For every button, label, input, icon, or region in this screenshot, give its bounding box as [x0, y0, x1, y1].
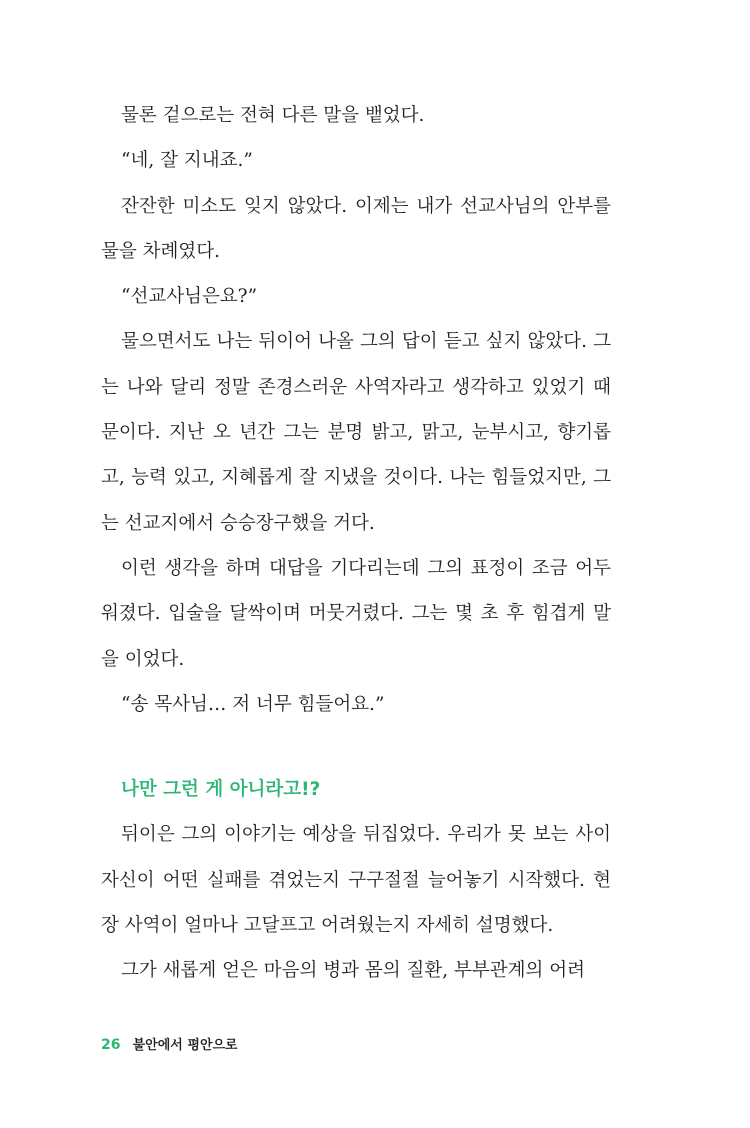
- page-number: 26: [101, 1037, 121, 1053]
- running-title: 불안에서 평안으로: [132, 1038, 238, 1053]
- section: [101, 767, 611, 993]
- section-heading: 나만 그런 게 아니라고!?: [121, 779, 321, 800]
- paragraph: “송 목사님… 저 너무 힘들어요.”: [121, 693, 385, 715]
- paragraph: 물론 겉으로는 전혀 다른 말을 뱉었다.: [121, 105, 425, 126]
- paragraph: 잔잔한 미소도 잊지 않았다. 이제는 내가 선교사님의 안부를 물을 차례였다.: [101, 195, 611, 262]
- paragraph: 그가 새롭게 얻은 마음의 병과 몸의 질환, 부부관계의 어려: [121, 960, 585, 982]
- paragraph: “네, 잘 지내죠.”: [121, 150, 253, 172]
- body-text: [101, 93, 611, 727]
- paragraph: 물으면서도 나는 뒤이어 나올 그의 답이 듣고 싶지 않았다. 그는 나와 달리 정말 존경스러운 사역자라고 생각하고 있었기 때문이다. 지난 오 년간 그는 분명 밝고, 맑고, 눈부시고, 향기롭고, 능력 있고, 지혜롭게 잘 지냈을 것이다. 나는 힘들었지만, 그는 선교지에서 승승장구했을 거다.: [101, 331, 611, 534]
- paragraph: 이런 생각을 하며 대답을 기다리는데 그의 표정이 조금 어두워졌다. 입술을 달싹이며 머뭇거렸다. 그는 몇 초 후 힘겹게 말을 이었다.: [101, 557, 611, 670]
- page-footer: [101, 1033, 238, 1057]
- paragraph: 뒤이은 그의 이야기는 예상을 뒤집었다. 우리가 못 보는 사이 자신이 어떤 실패를 겪었는지 구구절절 늘어놓기 시작했다. 현장 사역이 얼마나 고달프고 어려웠는지 자세히 설명했다.: [101, 824, 611, 936]
- paragraph: “선교사님은요?”: [121, 286, 258, 308]
